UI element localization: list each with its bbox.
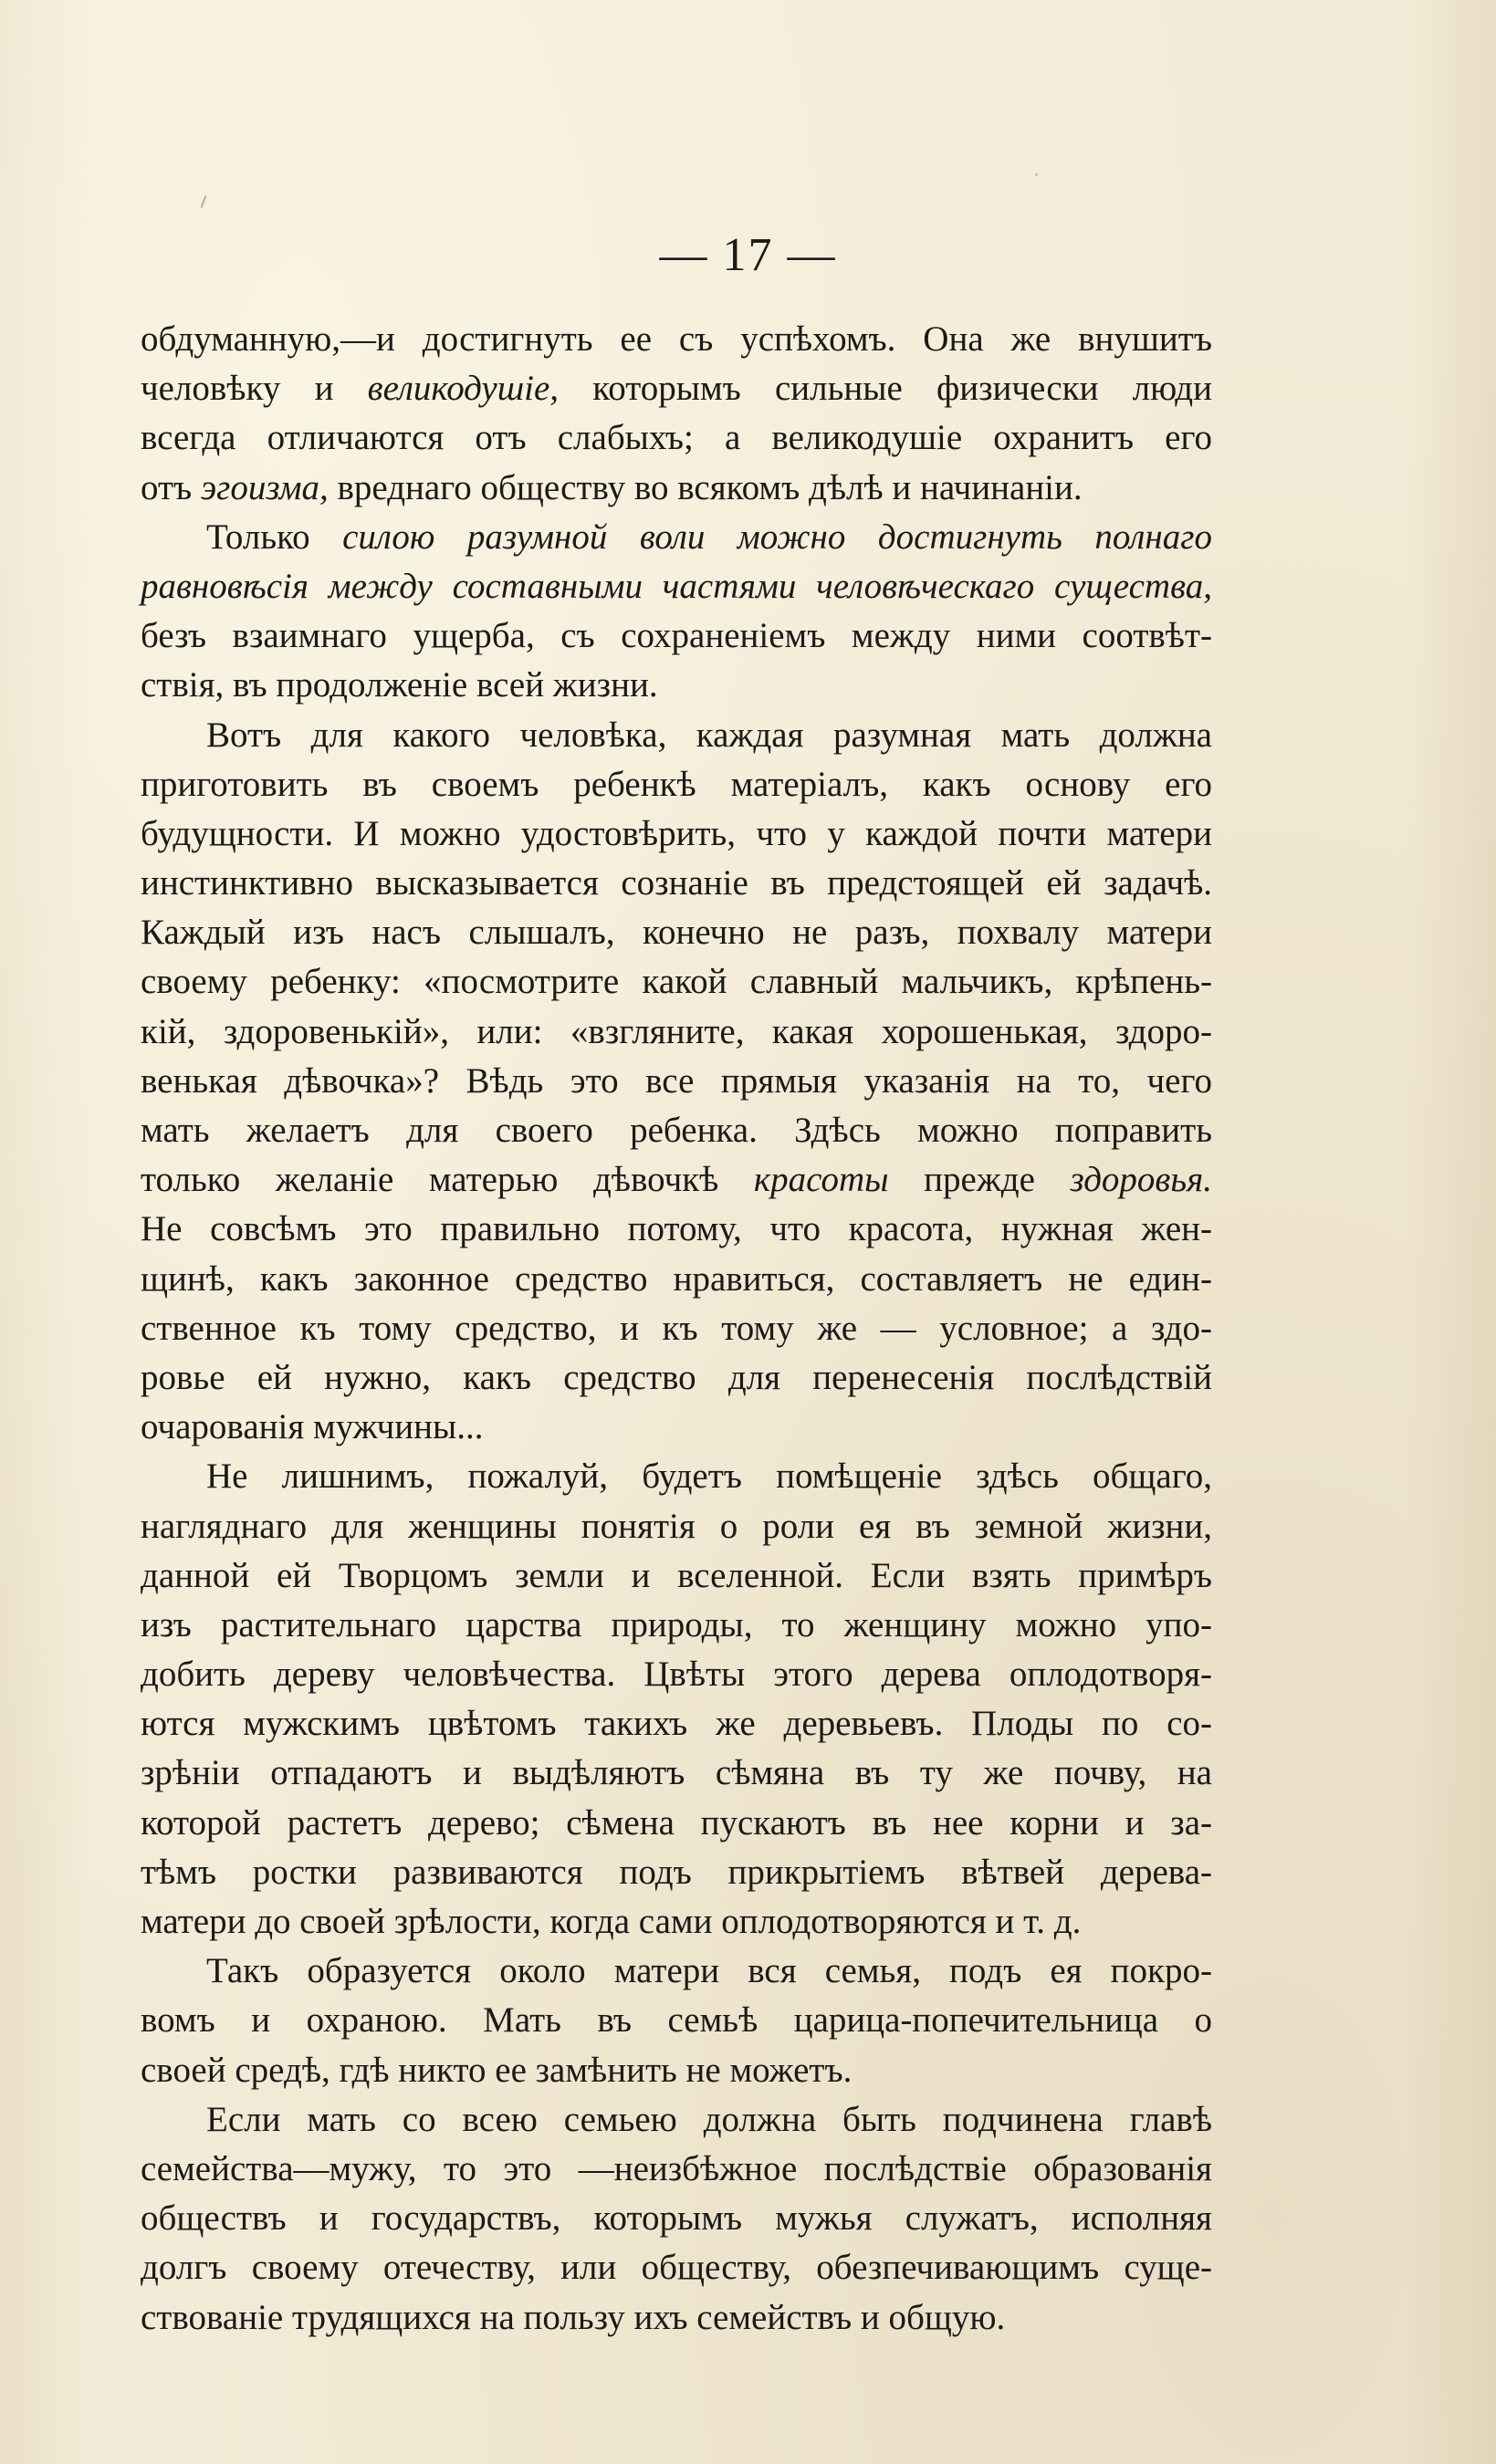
text-line: семейства—мужу, то это —неизбѣжное послѣдствіе образованія <box>141 2148 1212 2188</box>
text-line: щинѣ, какъ законное средство нравиться, составляетъ не един- <box>141 1258 1212 1299</box>
text-line: матери до своей зрѣлости, когда сами оплодотворяются и т. д. <box>141 1902 1082 1941</box>
text-line: ровье ей нужно, какъ средство для перенесенія послѣдствій <box>141 1357 1212 1397</box>
text-run: прежде <box>888 1160 1071 1200</box>
italic-phrase: красоты <box>753 1160 889 1200</box>
text-line: безъ взаимнаго ущерба, съ сохраненіемъ между ними соотвѣт- <box>141 616 1212 656</box>
text-line: вомъ и охраною. Мать въ семьѣ царица-попечительница о <box>141 2000 1212 2041</box>
text-line <box>141 364 1212 413</box>
text-line <box>141 513 1212 562</box>
text-line: своей средѣ, гдѣ никто ее замѣнить не можетъ. <box>141 2050 853 2090</box>
text-line: ются мужскимъ цвѣтомъ такихъ же деревьевъ. Плоды по со- <box>141 1704 1212 1744</box>
text-line <box>141 562 1212 611</box>
text-line: изъ растительнаго царства природы, то женщину можно упо- <box>141 1604 1212 1644</box>
text-line: долгъ своему отечеству, или обществу, обезпечивающимъ суще- <box>141 2248 1212 2288</box>
text-line: мать желаетъ для своего ребенка. Здѣсь можно поправить <box>141 1111 1212 1150</box>
text-line: тѣмъ ростки развиваются подъ прикрытіемъ вѣтвей дерева- <box>141 1852 1212 1892</box>
text-line: обществъ и государствъ, которымъ мужья служатъ, исполняя <box>141 2198 1212 2239</box>
text-line: ственное къ тому средство, и къ тому же — условное; а здо- <box>141 1308 1212 1348</box>
text-line: Не совсѣмъ это правильно потому, что красота, нужная жен- <box>141 1209 1212 1249</box>
text-line <box>141 1155 1212 1205</box>
text-line: зрѣніи отпадаютъ и выдѣляютъ сѣмяна въ ту же почву, на <box>141 1753 1212 1793</box>
text-line: Такъ образуется около матери вся семья, подъ ея покро- <box>206 1951 1212 1991</box>
text-line: Каждый изъ насъ слышалъ, конечно не разъ, похвалу матери <box>141 913 1212 953</box>
text-line: ствія, въ продолженіе всей жизни. <box>141 665 658 705</box>
text-line: венькая дѣвочка»? Вѣдь это все прямыя указанія на то, чего <box>141 1060 1212 1101</box>
text-run: вреднаго обществу во всякомъ дѣлѣ и начинаніи. <box>328 467 1083 507</box>
text-line: Не лишнимъ, пожалуй, будетъ помѣщеніе здѣсь общаго, <box>206 1456 1212 1497</box>
text-line: всегда отличаются отъ слабыхъ; а великодушіе охранитъ его <box>141 418 1212 458</box>
text-line: Если мать со всею семьею должна быть подчинена главѣ <box>206 2099 1212 2139</box>
text-line: своему ребенку: «посмотрите какой славный мальчикъ, крѣпень- <box>141 962 1212 1002</box>
text-run: Только <box>206 517 343 557</box>
text-line: данной ей Творцомъ земли и вселенной. Если взять примѣръ <box>141 1555 1212 1595</box>
text-line: которой растетъ дерево; сѣмена пускаютъ въ нее корни и за- <box>141 1802 1212 1843</box>
text-line: добить дереву человѣчества. Цвѣты этого дерева оплодотворя- <box>141 1655 1212 1695</box>
page-number: — 17 — <box>659 229 837 281</box>
italic-phrase: силою разумной воли можно достигнуть полнаго <box>342 517 1212 557</box>
text-line: очарованія мужчины... <box>141 1407 484 1447</box>
text-line: обдуманную,—и достигнуть ее съ успѣхомъ. Она же внушитъ <box>141 319 1212 359</box>
italic-phrase: эгоизма, <box>200 467 329 507</box>
text-line: инстинктивно высказывается сознаніе въ предстоящей ей задачѣ. <box>141 863 1212 903</box>
text-line: ствованіе трудящихся на пользу ихъ семействъ и общую. <box>141 2297 1006 2337</box>
text-line <box>141 464 1212 513</box>
italic-phrase: равновѣсія между составными частями человѣческаго существа, <box>141 566 1212 606</box>
paper-speck <box>1035 173 1038 176</box>
text-run: отъ <box>141 467 201 507</box>
text-line: кій, здоровенькій», или: «взгляните, какая хорошенькая, здоро- <box>141 1011 1212 1051</box>
text-line: нагляднаго для женщины понятія о роли ея въ земной жизни, <box>141 1506 1212 1546</box>
text-run: которымъ сильные физически люди <box>559 369 1212 409</box>
text-run: только желаніе матерью дѣвочкѣ <box>141 1160 754 1200</box>
italic-phrase: великодушіе, <box>367 369 560 409</box>
text-line: приготовить въ своемъ ребенкѣ матеріалъ, какъ основу его <box>141 764 1212 804</box>
body-text <box>141 315 1212 2343</box>
text-line: Вотъ для какого человѣка, каждая разумная мать должна <box>206 715 1212 755</box>
italic-phrase: здоровья. <box>1070 1160 1212 1200</box>
margin-mark <box>201 195 207 208</box>
text-run: человѣку и <box>141 369 368 409</box>
text-line: будущности. И можно удостовѣрить, что у каждой почти матери <box>141 813 1212 853</box>
